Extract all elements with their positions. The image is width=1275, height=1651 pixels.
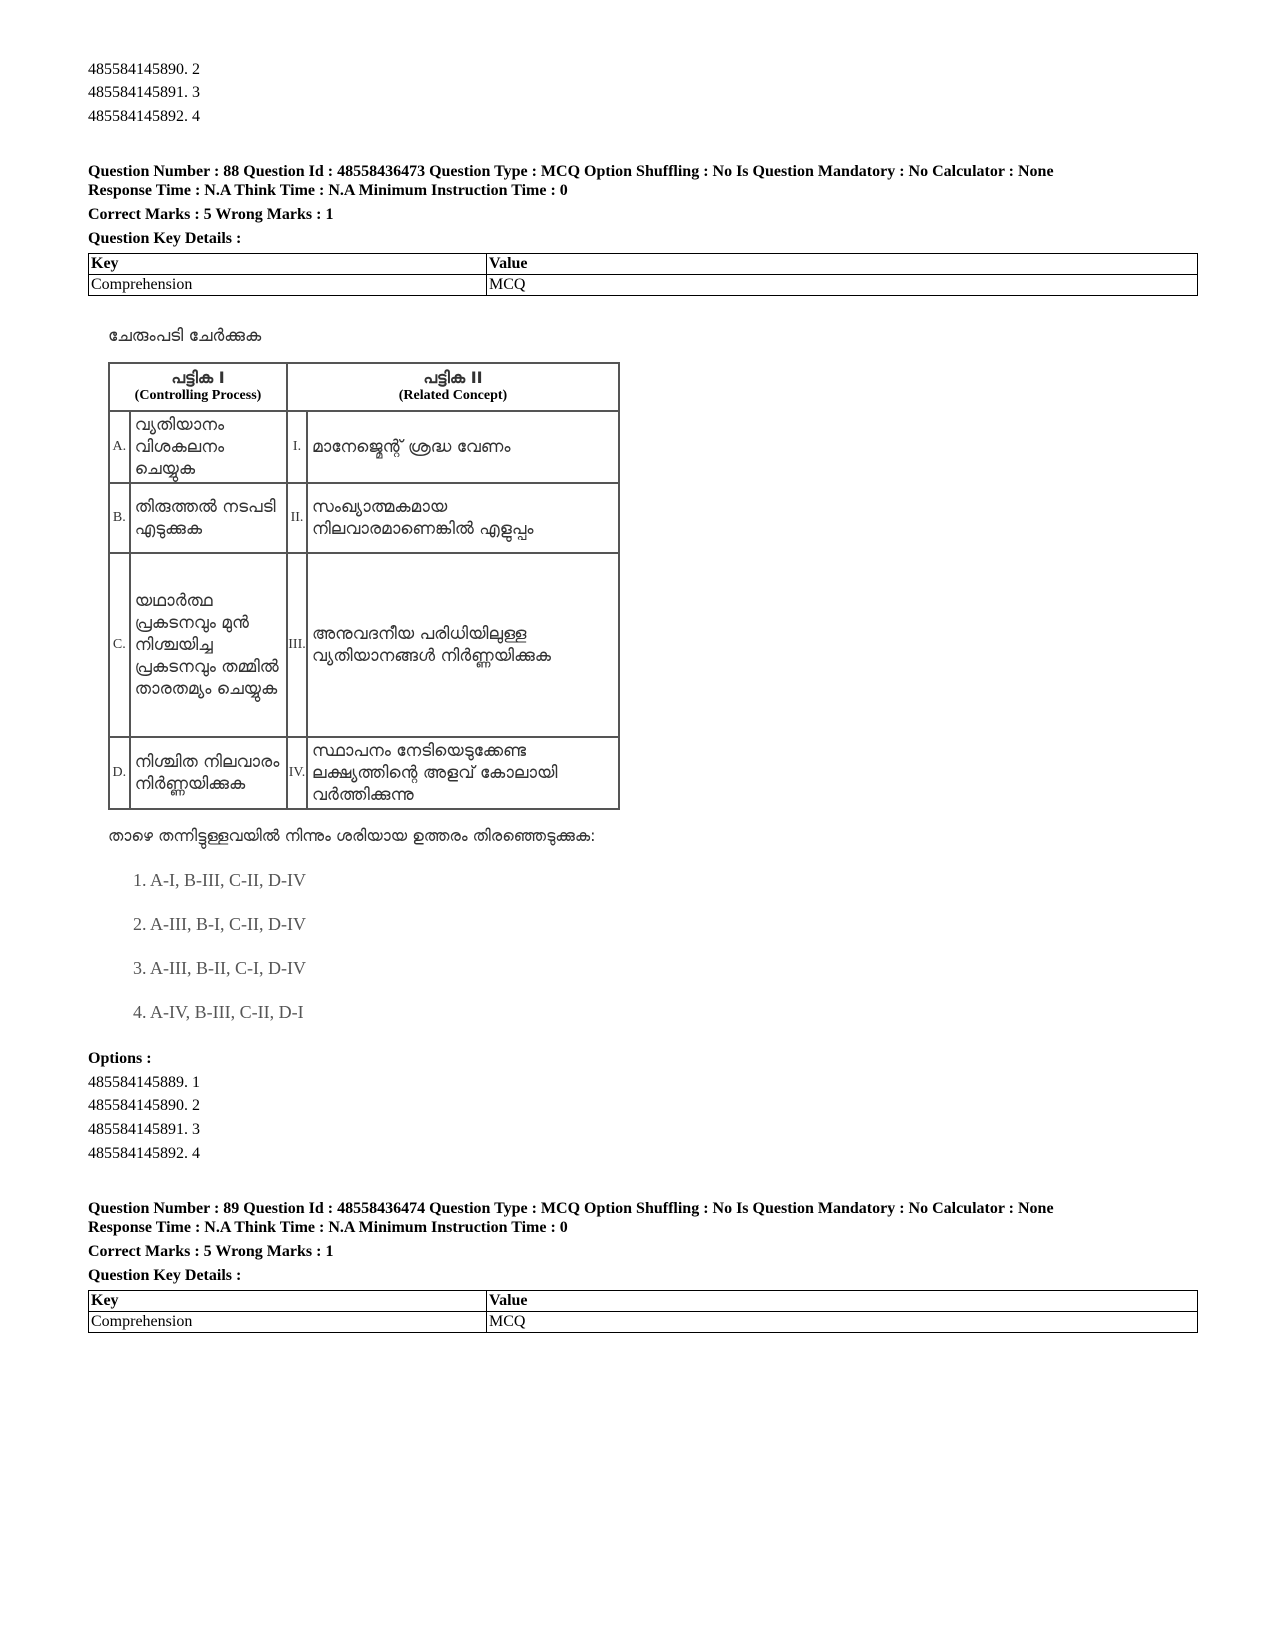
q88-option-1: 485584145889. 1 (88, 1074, 200, 1091)
q88-col2-header (287, 363, 619, 411)
q88-match-table (108, 362, 620, 810)
q88-value-cell: MCQ (487, 275, 1198, 296)
q88-header-line1: Question Number : 88 Question Id : 48558436473 Question Type : MCQ Option Shuffling : No Is Question Mandatory : No Calculator : None (88, 163, 1054, 180)
top-option-1: 485584145890. 2 (88, 61, 200, 78)
top-option-3: 485584145892. 4 (88, 108, 200, 125)
q88-option-4: 485584145892. 4 (88, 1145, 200, 1162)
q88-col1-title: പട്ടിക I (171, 368, 225, 387)
q88-match-row (109, 737, 619, 809)
q88-col2-title: പട്ടിക II (423, 368, 483, 387)
q88-prompt: താഴെ തന്നിട്ടുള്ളവയിൽ നിന്നും ശരിയായ ഉത്തരം തിരഞ്ഞെടുക്കുക: (108, 826, 596, 845)
q89-header-line2: Response Time : N.A Think Time : N.A Minimum Instruction Time : 0 (88, 1219, 568, 1236)
q88-marks: Correct Marks : 5 Wrong Marks : 1 (88, 206, 334, 223)
q88-row-b-label: B. (109, 483, 130, 553)
q88-value-header: Value (487, 254, 1198, 275)
q88-header-line2: Response Time : N.A Think Time : N.A Minimum Instruction Time : 0 (88, 182, 568, 199)
q88-match-row (109, 553, 619, 737)
q88-col2-sub: (Related Concept) (398, 388, 508, 403)
q88-row-i-label: I. (287, 411, 307, 483)
q89-marks: Correct Marks : 5 Wrong Marks : 1 (88, 1243, 334, 1260)
q88-row-ii-text: സംഖ്യാത്മകമായ നിലവാരമാണെങ്കിൽ എളുപ്പം (307, 483, 619, 553)
top-option-2: 485584145891. 3 (88, 84, 200, 101)
q89-value-cell: MCQ (487, 1312, 1198, 1333)
q88-row-iv-text: സ്ഥാപനം നേടിയെടുക്കേണ്ട ലക്ഷ്യത്തിന്റെ അളവ് കോലായി വർത്തിക്കുന്നു (307, 737, 619, 809)
q88-row-d-text: നിശ്ചിത നിലവാരം നിർണ്ണയിക്കുക (130, 737, 287, 809)
q89-key-cell: Comprehension (89, 1312, 487, 1333)
q88-choice-2: 2. A-III, B-I, C-II, D-IV (133, 914, 306, 934)
q89-key-table (88, 1290, 1198, 1333)
q89-header-line1: Question Number : 89 Question Id : 48558436474 Question Type : MCQ Option Shuffling : No Is Question Mandatory : No Calculator : None (88, 1200, 1054, 1217)
q88-col1-sub: (Controlling Process) (134, 388, 262, 403)
q88-key-table (88, 253, 1198, 296)
q88-row-a-label: A. (109, 411, 130, 483)
q88-option-2: 485584145890. 2 (88, 1097, 200, 1114)
q88-match-row (109, 483, 619, 553)
q88-row-ii-label: II. (287, 483, 307, 553)
q88-instruction: ചേരുംപടി ചേർക്കുക (108, 326, 262, 346)
q88-choice-4: 4. A-IV, B-III, C-II, D-I (133, 1002, 304, 1022)
q88-key-cell: Comprehension (89, 275, 487, 296)
q89-value-header: Value (487, 1291, 1198, 1312)
q88-key-header: Key (89, 254, 487, 275)
q88-choice-1: 1. A-I, B-III, C-II, D-IV (133, 870, 306, 890)
q88-row-c-label: C. (109, 553, 130, 737)
q88-key-details-label: Question Key Details : (88, 230, 242, 247)
q88-row-iii-text: അനുവദനീയ പരിധിയിലുള്ള വ്യതിയാനങ്ങൾ നിർണ്ണയിക്കുക (307, 553, 619, 737)
q88-row-iii-label: III. (287, 553, 307, 737)
q88-match-row (109, 411, 619, 483)
q89-key-details-label: Question Key Details : (88, 1267, 242, 1284)
q88-row-a-text: വ്യതിയാനം വിശകലനം ചെയ്യുക (130, 411, 287, 483)
q88-row-c-text: യഥാർത്ഥ പ്രകടനവും മുൻ നിശ്ചയിച്ച പ്രകടനവും തമ്മിൽ താരതമ്യം ചെയ്യുക (130, 553, 287, 737)
q88-row-iv-label: IV. (287, 737, 307, 809)
q88-choice-3: 3. A-III, B-II, C-I, D-IV (133, 958, 306, 978)
q88-row-d-label: D. (109, 737, 130, 809)
q88-col1-header (109, 363, 287, 411)
q88-row-b-text: തിരുത്തൽ നടപടി എടുക്കുക (130, 483, 287, 553)
q89-key-header: Key (89, 1291, 487, 1312)
q88-option-3: 485584145891. 3 (88, 1121, 200, 1138)
q88-row-i-text: മാനേജ്മെന്റ് ശ്രദ്ധ വേണം (307, 411, 619, 483)
q88-options-label: Options : (88, 1050, 152, 1067)
